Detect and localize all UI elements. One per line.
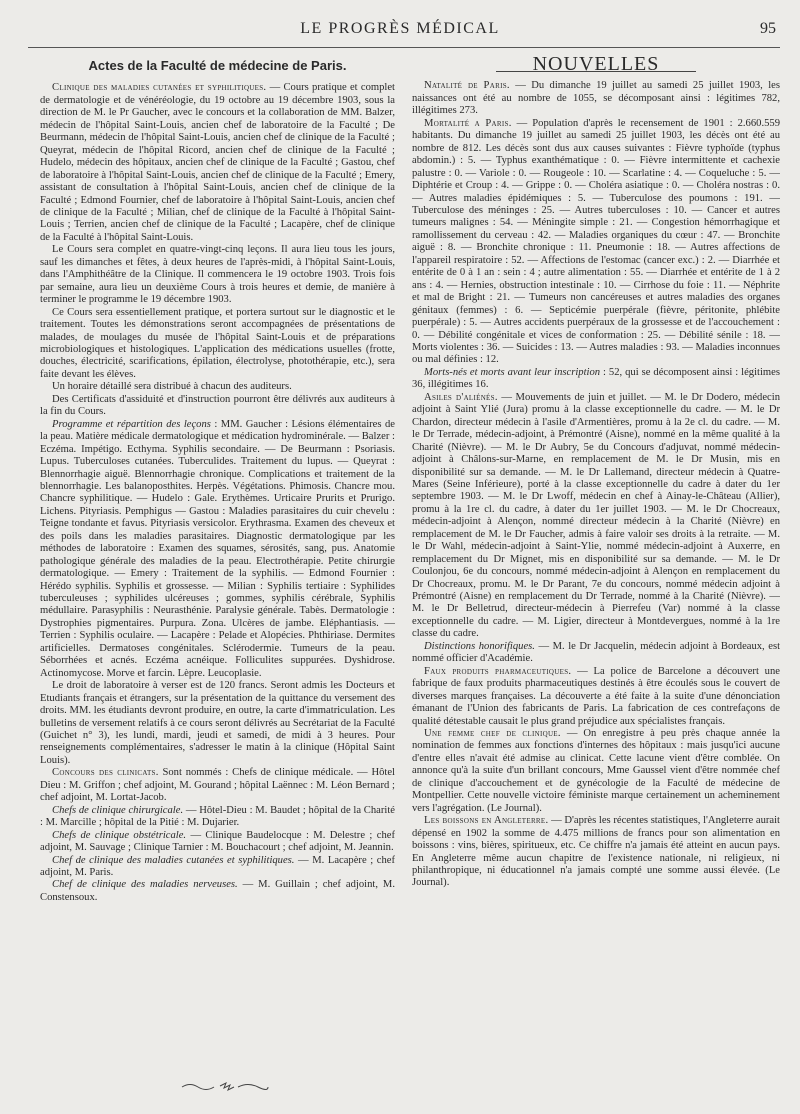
left-paragraph [40, 244, 395, 306]
paragraph-lead: Concours des clinicats. [52, 767, 159, 779]
paragraph-text: Sont nommés : Chefs de clinique médicale. — Hôtel Dieu : M. Griffon ; chef adjoint, M. Gourand ; hôpital Laënnec : M. Léon Bernard ; chef adjoint, M. Lortat-Jacob. [40, 767, 395, 804]
page-number: 95 [760, 20, 776, 37]
paragraph-text: Le droit de laboratoire à verser est de 120 francs. Seront admis les Docteurs et Etudiants français et étrangers, sur la présentation de la quittance du versement des droits. MM. les étudiants devront produire, en outre, la carte d'immatriculation. Les bulletins de versement relatifs à ce cours seront délivrés au Secrétariat de la Faculté (Guichet n° 3), les lundi, mardi, jeudi et samedi, de midi à 3 heures. Pour renseignements complémentaires, s'adresser le matin à la clinique (Hôpital Saint Louis). [40, 680, 395, 766]
paragraph-text: Un horaire détaillé sera distribué à chacun des auditeurs. [52, 381, 292, 393]
right-paragraph [412, 641, 780, 666]
running-header [0, 20, 800, 46]
paragraph-lead: Morts-nés et morts avant leur inscription [424, 366, 601, 378]
end-ornament [180, 1080, 270, 1092]
paragraph-text: — D'après les récentes statistiques, l'Angleterre aurait dépensé en 1902 la somme de 4.475 millions de francs pour son alimentation en boissons : vins, bières, spiritueux, etc. Ce chiffre n'a jamais été atteint en aucun pays. En Angleterre même aucun chapitre de l'existence nationale, ni religieux, ni philanthropique, ni éducationnel n'a jamais compté une somme aussi élevée. (Le Journal). [412, 815, 780, 889]
paragraph-text: Ce Cours sera essentiellement pratique, et portera surtout sur le diagnostic et le traitement. Toutes les démonstrations seront accompagnées de présentations de malades, de moulages du musée de l'hôpital Saint-Louis et de préparations microbiologiques et histologiques. L'application des médications usuelles (frotte, douches, électricité, scarifications, épilation, électrolyse, photothérapie, etc.), sera faite devant les élèves. [40, 306, 395, 380]
left-paragraph [40, 830, 395, 855]
left-paragraph [40, 680, 395, 767]
paragraph-text: : MM. Gaucher : Lésions élémentaires de la peau. Matière médicale dermatologique et médication hydrominérale. — Balzer : Eczéma. Impétigo. Ecthyma. Syphilis secondaire. — De Beurmann : Psoriasis. Lupus. Tuberculoses cutanées. Tuberculides. Traitement du lupus. — Queyrat : Blennorrhagie aiguë. Blennorrhagie chronique. Complications et traitement de la blennorrhagie. Les balanoposthites. Herpès. Végétations. Phimosis. Chancre mou. Chancre syphilitique. — Hudelo : Gale. Erythèmes. Urticaire Prurits et Prurigo. Lichens. Pityriasis. Pemphigus — Gastou : Maladies parasitaires du cuir chevelu : Teigne tondante et favus. Pityriasis versicolor. Erythrasma. Examen des cheveux et des poils dans les maladies parasitaires. Diagnostic dermatologique par les méthodes de laboratoire : Examen des squames, sérosités, sang, pus. Anatomie pathologique générale des maladies de la peau. Electrothérapie. Petite chirurgie dermatologique. — Emery : Traitement de la syphilis. — Edmond Fournier : Hérédo syphilis. Syphilis et grossesse. — Milian : Syphilis tertiaire : Syphilides tuberculeuses ; syphilides ulcéreuses ; gommes, syphilis cérébrale, Syphilis médullaire. Parasyphilis : Neurasthénie. Paralysie générale. Tabès. Dermatologie : Dystrophies pigmentaires. Purpura. Zona. Ulcères de jambe. Eléphantiasis. — Terrien : Syphilis oculaire. — Lacapère : Pelade et Alopécies. Phthiriase. Dermites artificielles. Dermatoses congénitales. Sclérodermie. Tumeurs de la peau. Séborrhées et acnés. Eczéma acnéique. Folliculites suppurées. Dyshidrose. Actinomycose. Morve et farcin. Lèpre. Leucoplasie. [40, 418, 395, 679]
paragraph-text: — M. Lacapère ; chef adjoint, M. Paris. [40, 854, 395, 878]
paragraph-lead: Mortalité a Paris. [424, 117, 512, 129]
paragraph-text: — Mouvements de juin et juillet. — M. le Dr Dodero, médecin adjoint à Saint Ylié (Jura) promu à la classe exceptionnelle du cadre. — M. le Dr Chardon, directeur médecin à l'asile d'Armentières, promu à la 2e cl. du cadre. — M. le Dr Terrade, médecin-adjoint, à Prémontré (Aisne), nommé en la même qualité à la Charité (Nièvre). — M. le Dr Aubry, 5e du Concours d'adjuvat, nommé médecin-adjoint à Châlons-sur-Marne, en remplacement de M. le Dr Musin, mis en disponibilité sur sa demande. — M. le Dr Lallemand, directeur médecin à Quatre-Mares (Seine Inférieure), porté à la classe exceptionnelle du cadre à dater du 1er septembre 1903. — M. le Dr Lwoff, médecin en chef à Ainay-le-Château (Allier), promu à la 1re cl. du cadre, à dater du 1er juillet 1903. — M. le Dr Chocreaux, médecin-adjoint à Alençon, nommé directeur médecin à la Charité (Nièvre) en remplacement de M. le Dr Faucher, admis à faire valoir ses droits à la retraite. — M. le Dr Wahl, médecin-adjoint à Saint-Ylie, nommé médecin-adjoint à Auxerre, en remplacement du Dr Mignet, mis en disponibilité sur sa demande. — M. le Dr Coulonjou, 6e du concours, nommé médecin-adjoint à Alençon en remplacement du Dr Chocreaux, promu. M. le Dr Parant, 7e du concours, nommé médecin adjoint à Prémontré (Aisne) en remplacement du Dr Terrade, nommé à la Charité (Nièvre). — M. le Dr Belletrud, directeur-médecin à Pierrefeu (Var) nommé à la classe exceptionnelle du cadre. — M. Ligier, directeur à Montdevergues, nommé à la 1re classe du cadre. [412, 391, 780, 640]
right-paragraph [412, 80, 780, 117]
paragraph-text: — Du dimanche 19 juillet au samedi 25 juillet 1903, les naissances ont été au nombre de 1055, se décomposant ainsi : légitimes 782, illégitimes 273. [412, 80, 780, 117]
nouvelles-title: NOUVELLES [532, 56, 660, 75]
paragraph-lead: Chef de clinique des maladies nerveuses. [52, 879, 238, 891]
paragraph-lead: Distinctions honorifiques. [424, 640, 535, 652]
paragraph-text: — Hôtel-Dieu : M. Baudet ; hôpital de la Charité : M. Marcille ; hôpital de la Pitié : M. Dujarier. [40, 804, 395, 829]
paragraph-lead: Chefs de clinique obstétricale. [52, 829, 187, 841]
left-paragraph [40, 381, 395, 393]
paragraph-lead: Les boissons en Angleterre. [424, 815, 549, 827]
paragraph-lead: Asiles d'aliénés. [424, 391, 498, 403]
left-paragraph [40, 307, 395, 382]
faculty-section-title: Actes de la Faculté de médecine de Paris. [88, 58, 347, 73]
paragraph-text: : 52, qui se décomposent ainsi : légitimes 36, illégitimes 16. [412, 366, 780, 391]
left-column [40, 56, 395, 1096]
paragraph-lead: Natalité de Paris. [424, 80, 510, 92]
paragraph-text: — La police de Barcelone a découvert une fabrique de faux produits pharmaceutiques destinés à être écoulés sous le couvert de diverses marques françaises. La découverte a été faite à la suite d'une dénonciation émanant de l'Union des fabricants de Paris. La fabrication de ces contrefaçons de qualité détestable causait le plus grand préjudice aux spécialistes français. [412, 665, 780, 727]
paragraph-text: — Cours pratique et complet de dermatologie et de vénéréologie, du 19 octobre au 19 décembre 1903, sous la direction de M. le Pr Gaucher, avec le concours et la collaboration de MM. Balzer, médecin de l'hôpital Saint-Louis, ancien chef de laboratoire de la Faculté ; De Beurmann, médecin de l'hôpital Saint-Louis, ancien chef de clinique de la Faculté ; Queyrat, médecin de l'hôpital Ricord, ancien chef de clinique de la Faculté ; Hudelo, médecin des hôpitaux, ancien chef de clinique de la Faculté ; Gastou, chef de laboratoire à l'hôpital Saint-Louis, ancien chef de clinique de la Faculté ; Emery, assistant de consultation à l'hôpital Saint-Louis, ancien chef de clinique de la Faculté ; Edmond Fournier, chef de laboratoire à l'hôpital Saint-Louis, ancien chef de clinique de la Faculté ; Milian, chef de clinique de la Faculté à l'hôpital Saint-Louis ; Terrien, ancien chef de clinique de la Faculté ; Lacapère, chef de clinique de la Faculté à l'hôpital Saint-Louis. [40, 82, 395, 243]
paragraph-text: — On enregistre à peu près chaque année la nomination de femmes aux fonctions d'internes des hôpitaux : mais jusqu'ici aucune d'entre elles n'avait été admise au clinicat. Cette lacune vient d'être comblée. On annonce qu'à la suite d'un brillant concours, Mme Gaussel vient d'être nommée chef de clinique d'accouchement et de gynécologie de la Faculté de médecine de Montpellier. Cette nouvelle victoire féministe marque certainement un acheminement vers l'agrégation. (Le Journal). [412, 728, 780, 814]
paragraph-text: — Clinique Baudelocque : M. Delestre ; chef adjoint, M. Sauvage ; Clinique Tarnier : M. Bouchacourt ; chef adjoint, M. Jeannin. [40, 829, 395, 854]
paragraph-text: Le Cours sera complet en quatre-vingt-cinq leçons. Il aura lieu tous les jours, sauf les dimanches et fêtes, à deux heures de l'après-midi, à l'hôpital Saint-Louis, dans l'Amphithéâtre de la Clinique. Il commencera le 19 octobre 1903. Trois fois par semaine, aura lieu un deuxième Cours à trois heures et demie, de manière à terminer le programme le 19 décembre 1903. [40, 244, 395, 306]
left-paragraph [40, 855, 395, 880]
paragraph-lead: Une femme chef de clinique. [424, 728, 561, 740]
left-paragraph [40, 419, 395, 681]
left-paragraph [40, 82, 395, 244]
right-paragraph [412, 666, 780, 728]
paragraph-lead: Chef de clinique des maladies cutanées et syphilitiques. [52, 854, 295, 866]
left-paragraph [40, 394, 395, 419]
paragraph-text: — M. Guillain ; chef adjoint, M. Constensoux. [40, 879, 395, 903]
left-paragraph [40, 879, 395, 904]
right-paragraph [412, 815, 780, 890]
right-paragraph [412, 367, 780, 392]
right-paragraph [412, 728, 780, 815]
left-paragraph [40, 805, 395, 830]
journal-title: LE PROGRÈS MÉDICAL [300, 20, 500, 37]
paragraph-text: — M. le Dr Jacquelin, médecin adjoint à Bordeaux, est nommé officier d'Académie. [412, 640, 780, 665]
right-column [412, 56, 780, 1096]
paragraph-lead: Faux produits pharmaceutiques. [424, 665, 572, 677]
right-paragraph [412, 118, 780, 367]
paragraph-lead: Chefs de clinique chirurgicale. [52, 804, 184, 816]
header-rule [28, 47, 780, 48]
paragraph-text: Des Certificats d'assiduité et d'instruction pourront être délivrés aux auditeurs à la fin du Cours. [40, 393, 395, 418]
paragraph-lead: Programme et répartition des leçons [52, 418, 211, 430]
paragraph-text: — Population d'après le recensement de 1901 : 2.660.559 habitants. Du dimanche 19 juillet au samedi 25 juillet 1903, les décès ont été au nombre de 812. Les décès sont dus aux causes suivantes : Fièvre typhoïde (typhus abdomin.) : 5. — Typhus exanthématique : 0. — Fièvre intermittente et cachexie palustre : 0. — Variole : 0. — Rougeole : 10. — Scarlatine : 4. — Coqueluche : 5. — Diphtérie et Croup : 4. — Grippe : 0. — Choléra asiatique : 0. — Choléra nostras : 0. — Autres maladies épidémiques : 5. — Tuberculose des poumons : 191. — Tuberculose des méninges : 25. — Autres tuberculoses : 10. — Cancer et autres tumeurs malignes : 54. — Méningite simple : 21. — Congestion hémorrhagique et ramollissement du cerveau : 42. — Maladies organiques du cœur : 47. — Bronchite aiguë : 8. — Bronchite chronique : 11. Pneumonie : 18. — Autres affections de l'appareil respiratoire : 52. — Affections de l'estomac (cancer exc.) : 2. — Diarrhée et entérite de 0 à 1 an : sein : 4 ; autre alimentation : 55. — Diarrhée et entérite de 1 à 2 ans : 4. — Hernies, obstruction intestinale : 10. — Cirrhose du foie : 11. — Néphrite et mal de Bright : 21. — Tumeurs non cancéreuses et autres maladies des organes génitaux (femmes) : 6. — Septicémie puerpérale (fièvre, péritonite, phlébite puerpérale) : 5. — Autres accidents puerpéraux de la grossesse et de l'accouchement : 0. — Débilité congénitale et vices de conformation : 25. — Débilité sénile : 18. — Morts violentes : 36. — Suicides : 13. — Autres maladies : 93. — Maladies inconnues ou mal définies : 12. [412, 117, 780, 366]
paragraph-lead: Clinique des maladies cutanées et syphilitiques. [52, 82, 267, 94]
right-paragraph [412, 392, 780, 641]
left-paragraph [40, 767, 395, 804]
